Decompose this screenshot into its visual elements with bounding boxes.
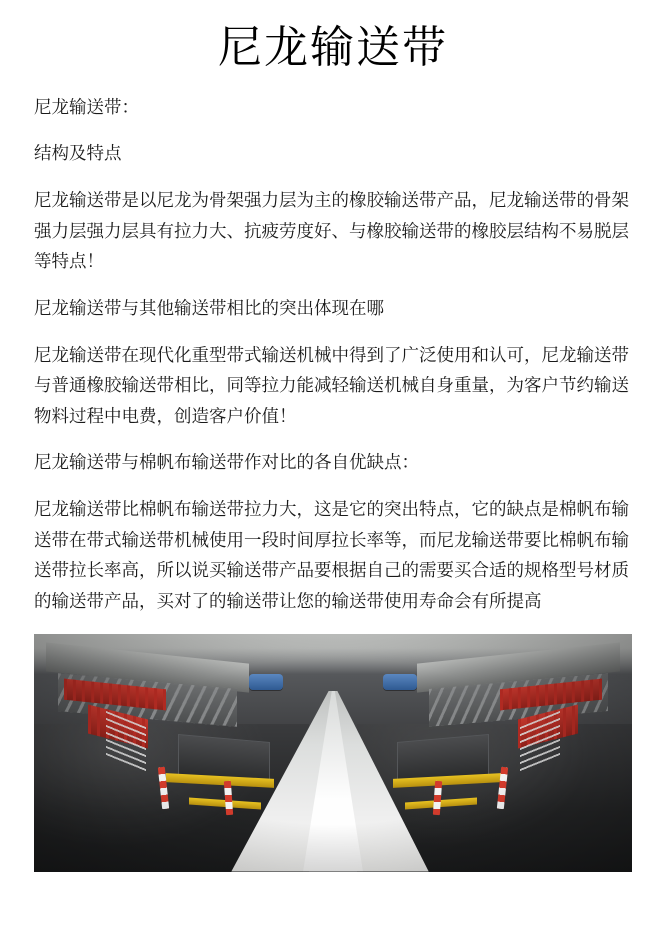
document-page [0,22,666,872]
paragraph-1: 尼龙输送带： [34,97,139,118]
paragraph-7: 尼龙输送带比棉帆布输送带拉力大，这是它的突出特点，它的缺点是棉帆布输送带在带式输送带机械使用一段时间厚拉长率等，而尼龙输送带要比棉帆布输送带拉长率高，所以说买输送带产品要根据自己的需要买合适的规格型号材质的输送带产品，买对了的输送带让您的输送带使用寿命会有所提高 [34,500,629,612]
paragraph-2: 结构及特点 [34,144,122,165]
paragraph-4: 尼龙输送带与其他输送带相比的突出体现在哪 [34,298,384,319]
blue-drum-right [383,674,417,690]
paragraph-3: 尼龙输送带是以尼龙为骨架强力层为主的橡胶输送带产品，尼龙输送带的骨架强力层强力层具有拉力大、抗疲劳度好、与橡胶输送带的橡胶层结构不易脱层等特点！ [34,191,629,273]
page-title: 尼龙输送带 [218,22,448,73]
blue-drum-left [249,674,283,690]
paragraph-5: 尼龙输送带在现代化重型带式输送机械中得到了广泛使用和认可，尼龙输送带与普通橡胶输送带相比，同等拉力能减轻输送机械自身重量，为客户节约输送物料过程中电费，创造客户价值！ [34,345,629,427]
paragraph-6: 尼龙输送带与棉帆布输送带作对比的各自优缺点： [34,453,419,474]
article-body [0,93,666,618]
conveyor-photo [34,634,632,872]
photo-background [34,634,632,872]
